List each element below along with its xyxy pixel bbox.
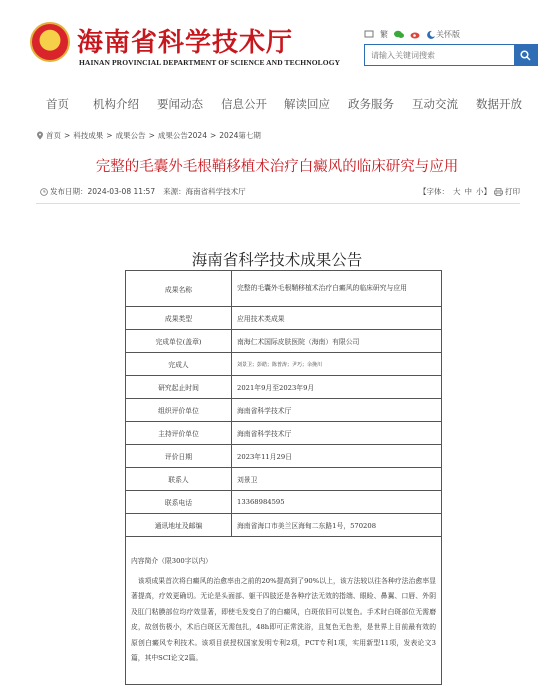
nav-government-service[interactable]: 政务服务: [348, 97, 394, 111]
table-row: [126, 399, 442, 422]
row-value: 刘景卫: [232, 468, 442, 491]
row-label: 组织评价单位: [126, 399, 232, 422]
header-tools: [364, 27, 472, 41]
row-label: 通讯地址及邮编: [126, 514, 232, 537]
row-value: 海南省科学技术厅: [232, 399, 442, 422]
row-value: 2023年11月29日: [232, 445, 442, 468]
summary-heading: 内容简介（限300字以内）: [131, 557, 212, 566]
care-mode-link[interactable]: [426, 29, 466, 40]
search-icon: [520, 50, 531, 61]
row-value: 应用技术类成果: [232, 307, 442, 330]
nav-interaction[interactable]: 互动交流: [412, 97, 458, 111]
breadcrumb-announcement-2024[interactable]: 成果公告2024: [157, 131, 207, 140]
font-size-label: 【字体：: [419, 187, 449, 196]
search-input[interactable]: [365, 45, 515, 65]
table-row: [126, 330, 442, 353]
table-row: [126, 353, 442, 376]
nav-home[interactable]: 首页: [46, 97, 69, 111]
row-value: 海南省海口市美兰区海甸二东路1号，570208: [232, 514, 442, 537]
breadcrumb-separator: >: [148, 131, 155, 140]
search-box: [364, 44, 538, 66]
publish-date: 2024-03-08 11:57: [87, 187, 156, 196]
table-row: [126, 422, 442, 445]
table-row: [126, 468, 442, 491]
national-emblem-icon: ★: [30, 22, 70, 62]
source-label: 来源：: [163, 187, 186, 196]
weibo-icon[interactable]: [410, 30, 420, 39]
site-header: [0, 0, 554, 85]
row-value: 南海仁术国际皮肤医院（海南）有限公司: [232, 330, 442, 353]
nav-interpretation[interactable]: 解读回应: [284, 97, 330, 111]
row-value: 刘景卫；彭皓；陈普涛；尹巧；余挽川: [232, 353, 442, 376]
summary-text: 该项成果首次将白癜风的治愈率由之前的20%提高到了90%以上，该方法较以往各种疗法治愈率显著提高，疗效更确切。无论是头面部、躯干四肢还是各种疗法无效的指端、眼睑、鼻翼、口唇、外阴及肛门粘膜部位均疗效显著，即使毛发变白了的白癜风，白斑依旧可以复色。手术时白斑部位无需磨皮，故创伤极小，术后白斑区无需包扎，48h即可正常洗浴，且复色无色差，是世界上目前最有效的原创白癜风专利技术。该项目获授权国家发明专利2项，PCT专利1项，实用新型11项，发表论文3篇，其中SCI论文2篇。: [131, 576, 436, 663]
table-row: [126, 514, 442, 537]
row-label: 成果名称: [126, 271, 232, 307]
breadcrumb: [36, 130, 264, 141]
table-row: [126, 376, 442, 399]
row-label: 联系人: [126, 468, 232, 491]
nav-institution[interactable]: 机构介绍: [93, 97, 139, 111]
site-name[interactable]: 海南省科学技术厅: [77, 28, 294, 58]
row-label: 完成人: [126, 353, 232, 376]
row-value: 13368984595: [232, 491, 442, 514]
row-label: 主持评价单位: [126, 422, 232, 445]
table-row: [126, 445, 442, 468]
wechat-icon[interactable]: [394, 30, 404, 39]
font-size-medium[interactable]: 中: [464, 187, 472, 196]
nav-info-disclosure[interactable]: 信息公开: [221, 97, 267, 111]
accessibility-icon[interactable]: [364, 30, 374, 39]
meta-divider: [36, 203, 520, 204]
row-value: 完整的毛囊外毛根鞘移植术治疗白癜风的临床研究与应用: [232, 271, 442, 307]
summary-cell: [126, 537, 442, 685]
nav-news[interactable]: 要闻动态: [157, 97, 203, 111]
table-row: [126, 491, 442, 514]
breadcrumb-home[interactable]: 首页: [46, 131, 61, 140]
breadcrumb-separator: >: [106, 131, 113, 140]
article-meta: [40, 184, 520, 200]
font-size-close: 】: [483, 187, 491, 196]
article-title: 完整的毛囊外毛根鞘移植术治疗白癜风的临床研究与应用: [95, 159, 459, 175]
table-row: [126, 307, 442, 330]
document-title: 海南省科学技术成果公告: [191, 251, 363, 269]
search-button[interactable]: [514, 45, 537, 65]
breadcrumb-separator: >: [209, 131, 217, 140]
source-name: 海南省科学技术厅: [185, 187, 246, 196]
font-size-large[interactable]: 大: [453, 187, 461, 196]
site-name-english: HAINAN PROVINCIAL DEPARTMENT OF SCIENCE AND TECHNOLOGY: [79, 58, 341, 67]
results-table: [125, 270, 442, 685]
publish-date-label: 发布日期：: [50, 187, 88, 196]
nav-data-open[interactable]: 数据开放: [476, 97, 522, 111]
location-pin-icon: [36, 131, 44, 140]
care-mode-label: 关怀版: [436, 29, 460, 39]
breadcrumb-tech-results[interactable]: 科技成果: [73, 131, 104, 140]
print-icon[interactable]: [494, 188, 503, 196]
row-label: 完成单位(盖章): [126, 330, 232, 353]
font-size-small[interactable]: 小: [476, 187, 484, 196]
clock-icon: [40, 188, 48, 196]
row-label: 研究起止时间: [126, 376, 232, 399]
summary-row: [126, 537, 442, 685]
moon-icon: [426, 30, 436, 39]
row-value: 海南省科学技术厅: [232, 422, 442, 445]
row-value: 2021年9月至2023年9月: [232, 376, 442, 399]
breadcrumb-results-announcement[interactable]: 成果公告: [115, 131, 146, 140]
breadcrumb-issue-7[interactable]: 2024第七期: [219, 131, 261, 140]
main-nav: [0, 92, 554, 116]
row-label: 联系电话: [126, 491, 232, 514]
row-label: 成果类型: [126, 307, 232, 330]
traditional-chinese-link[interactable]: 繁: [380, 29, 388, 39]
print-link[interactable]: 打印: [505, 187, 520, 196]
row-label: 评价日期: [126, 445, 232, 468]
breadcrumb-separator: >: [64, 131, 71, 140]
table-row: [126, 271, 442, 307]
